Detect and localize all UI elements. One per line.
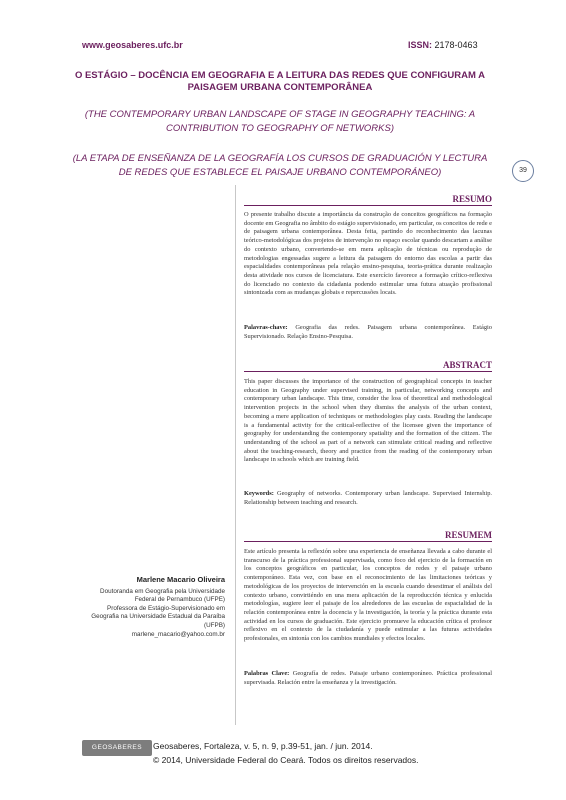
abstract-keywords: [244, 490, 492, 507]
abstract-keywords-text: Geography of networks. Contemporary urban landscape. Supervised Internship. Relationship between teaching and research.: [244, 490, 492, 506]
abstract-heading: ABSTRACT: [244, 360, 492, 372]
journal-website[interactable]: www.geosaberes.ufc.br: [82, 40, 183, 50]
author-email[interactable]: marlene_macario@yahoo.com.br: [131, 630, 225, 638]
resumen-keywords-text: Geografía de redes. Paisaje urbano contemporáneo. Práctica professional supervisada. Relación entre la enseñanza y la investigación.: [244, 670, 492, 686]
issn-label: ISSN:: [408, 40, 433, 50]
column-divider: [235, 185, 236, 725]
footer-copyright: © 2014, Universidade Federal do Ceará. Todos os direitos reservados.: [153, 755, 419, 765]
issn: [408, 40, 478, 50]
author-block: [90, 576, 225, 639]
abstract-keywords-label: Keywords:: [244, 490, 274, 497]
issn-value: 2178-0463: [434, 40, 478, 50]
resumo-keywords-text: Geografia das redes. Paisagem urbana contemporânea. Estágio Supervisionado. Relação Ensino-Pesquisa.: [244, 324, 492, 340]
abstract-text: This paper discusses the importance of the construction of geographical concepts in teacher education in Geography under supervised training, in particular, networking concepts and contemporary urban landscape. This time, consider the loss of theoretical and methodological intervention projects in the school when they dismiss the analysis of the urban context, becoming a mere application of techniques or methodologies play casts. Reading the landscape is a fundamental activity for the critical-reflective of the licensee given the importance of geography for understanding the contemporary spatiality and the formation of the citizen. The understanding of the school as part of a network can stimulate critical reading and reflective about the teaching-research, theory and practice from the reading of the contemporary urban landscape in schools which are training field.: [244, 378, 492, 464]
author-affiliation-2: Professora de Estágio-Supervisionado em Geografia na Universidade Estadual da Paraíba (UFPB): [91, 604, 225, 629]
title-english: (THE CONTEMPORARY URBAN LANDSCAPE OF STAGE IN GEOGRAPHY TEACHING: A CONTRIBUTION TO GEOGRAPHY OF NETWORKS): [84, 109, 476, 134]
geosaberes-logo: GEOSABERES: [82, 740, 152, 756]
resumo-text: O presente trabalho discute a importância da construção de conceitos geográficos na formação docente em Geografia no âmbito do estágio supervisionado, em particular, os conceitos de rede e de paisagem urbana contemporânea. Desta feita, partindo do reconhecimento das lacunas teórico-metodológicas dos projetos de intervenção no espaço escolar quando descartam a análise do contexto urbano, convertendo-se em mera aplicação de técnicas ou reprodução de metodologias engessadas sugere a leitura da paisagem do entorno das escolas a partir das espacialidades contemporâneas pela relação ensino-pesquisa, teoria-prática durante realização desta atividade nos cursos de licenciatura. Este exercício favorece a formação crítico-reflexiva do licenciado no contexto da cidadania podendo estimular uma futura atuação profissional sintonizada com as mudanças globais e repercussões locais.: [244, 211, 492, 297]
title-spanish: (LA ETAPA DE ENSEÑANZA DE LA GEOGRAFÍA LOS CURSOS DE GRADUACIÓN Y LECTURA DE REDES QUE ESTABLECE EL PAISAJE URBANO CONTEMPORÁNEO): [72, 153, 488, 178]
title-portuguese: O ESTÁGIO – DOCÊNCIA EM GEOGRAFIA E A LEITURA DAS REDES QUE CONFIGURAM A PAISAGEM URBANA CONTEMPORÂNEA: [74, 70, 486, 93]
author-affiliation-1: Doutoranda em Geografia pela Universidade Federal de Pernambuco (UFPE): [100, 587, 225, 604]
page-number-badge: 39: [512, 160, 534, 182]
resumen-keywords: [244, 670, 492, 687]
author-name: Marlene Macario Oliveira: [136, 575, 225, 584]
resumo-keywords-label: Palavras-chave:: [244, 324, 288, 331]
resumo-heading: RESUMO: [244, 194, 492, 206]
resumen-keywords-label: Palabras Clave:: [244, 670, 290, 677]
resumen-text: Este artículo presenta la reflexión sobre una experiencia de enseñanza llevada a cabo durante el transcurso de la práctica professional supervisada, como foco del ejercicio de la formación en los conceptos geográficos en particular, los conceptos de redes y el paisaje urbano contemporáneo. Esta vez, con base en el reconocimiento de las limitaciones teóricas y metodológicas de los proyectos de intervención en la escuela cuando desestimar el análisis del contexto urbano, convirtiéndo en una mera aplicación de la reproducción técnica y enlucida metodologías, sugiere leer el paisaje de los alrededores de las escuelas de espacialidad de la relación contemporánea entre la docencia y la investigación, la teoría y la práctica durante esta actividad en los cursos de graduación. Este ejercicio promueve la educación crítica el profesor reflexivo en el contexto de la ciudadanía y puede estimular a las futuras actividades profesionales, en sintonía con los cambios mundiales y efectos locales.: [244, 548, 492, 643]
footer-citation: Geosaberes, Fortaleza, v. 5, n. 9, p.39-51, jan. / jun. 2014.: [153, 741, 373, 751]
resumen-heading: RESUMEM: [244, 530, 492, 542]
resumo-keywords: [244, 324, 492, 341]
